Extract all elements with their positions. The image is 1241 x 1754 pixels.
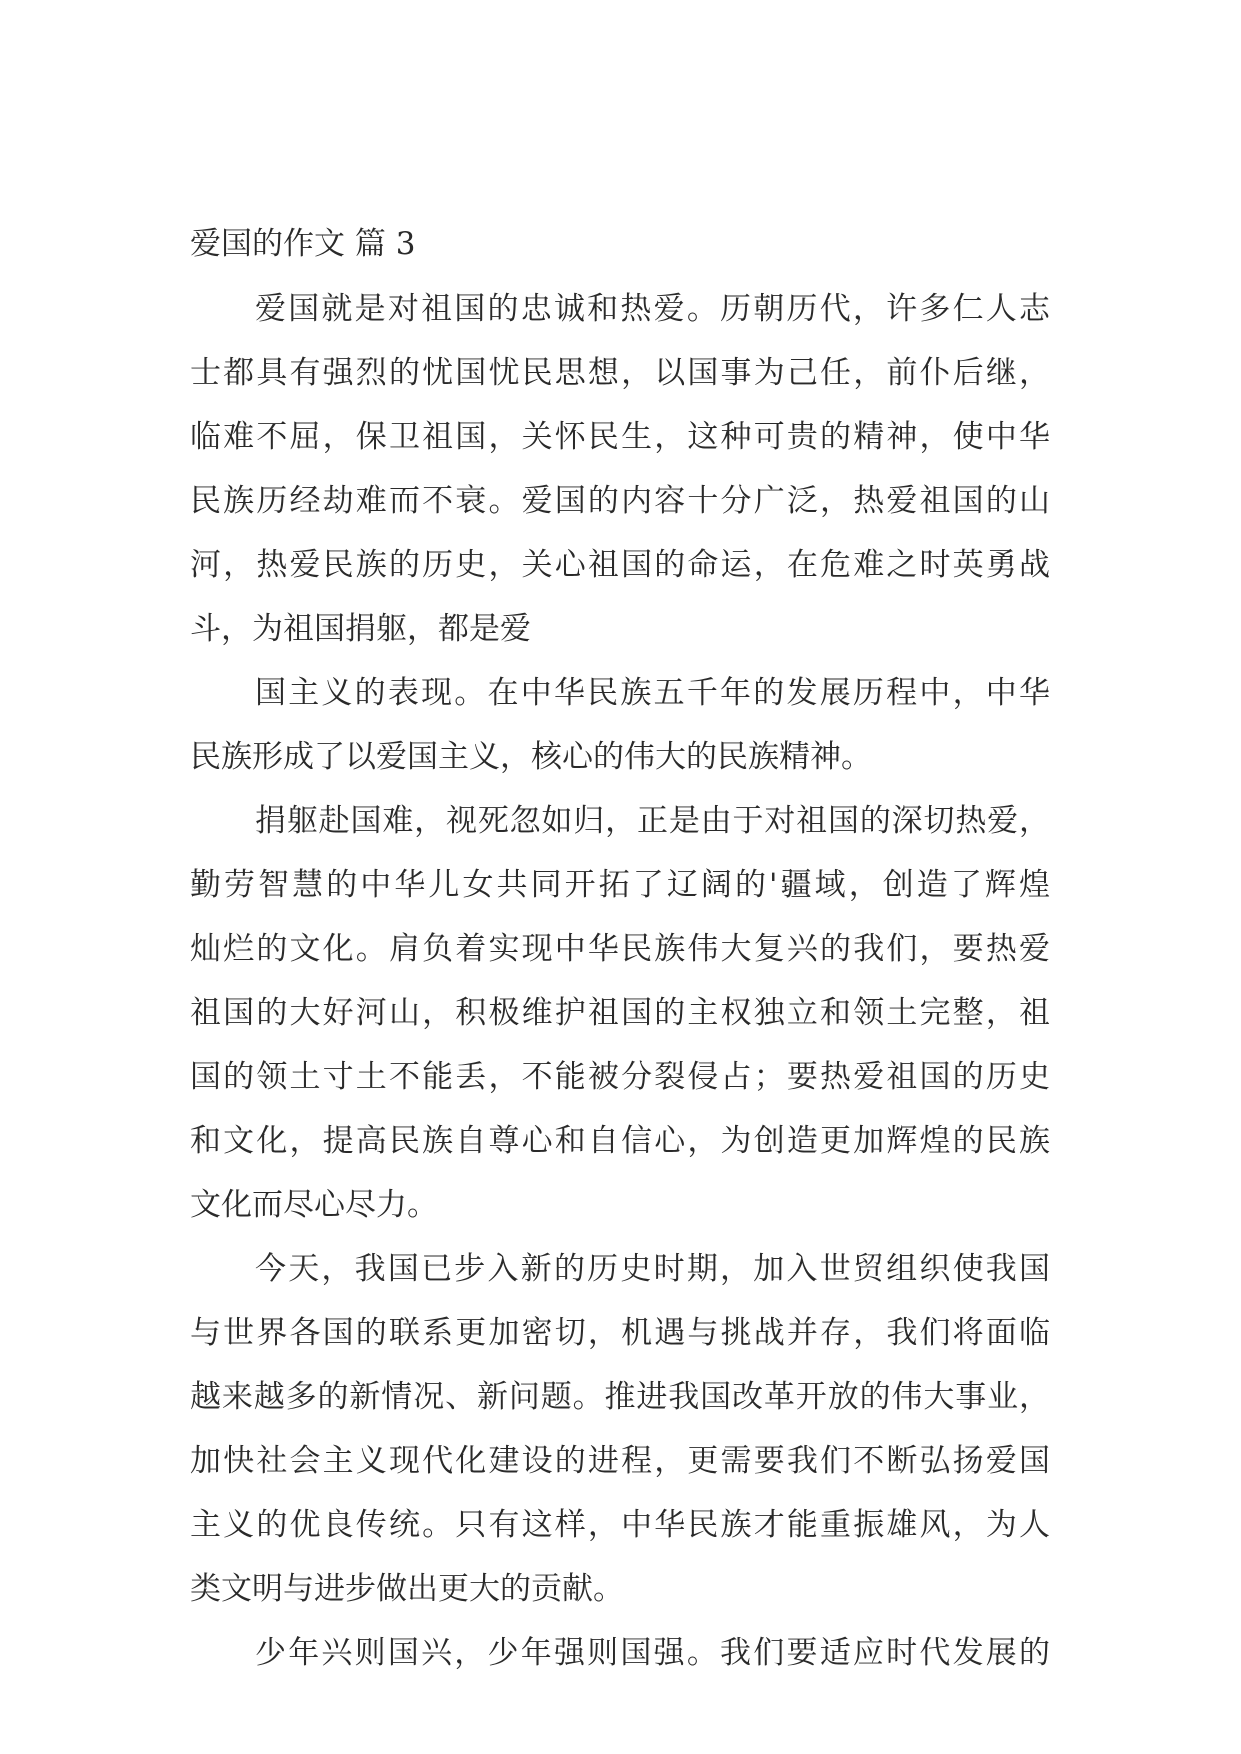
text-line: 今天，我国已步入新的历史时期，加入世贸组织使我国 bbox=[255, 1251, 1050, 1287]
text-line: 民族形成了以爱国主义，核心的伟大的民族精神。 bbox=[190, 739, 872, 775]
text-line: 士都具有强烈的忧国忧民思想，以国事为己任，前仆后继， bbox=[190, 355, 1050, 391]
text-line: 加快社会主义现代化建设的进程，更需要我们不断弘扬爱国 bbox=[190, 1443, 1050, 1479]
text-line: 国主义的表现。在中华民族五千年的发展历程中，中华 bbox=[255, 675, 1050, 711]
text-line: 勤劳智慧的中华儿女共同开拓了辽阔的'疆域，创造了辉煌 bbox=[190, 867, 1050, 903]
text-line: 类文明与进步做出更大的贡献。 bbox=[190, 1571, 624, 1607]
text-line: 主义的优良传统。只有这样，中华民族才能重振雄风，为人 bbox=[190, 1507, 1050, 1543]
text-line: 越来越多的新情况、新问题。推进我国改革开放的伟大事业， bbox=[190, 1379, 1050, 1415]
text-line: 祖国的大好河山，积极维护祖国的主权独立和领土完整，祖 bbox=[190, 995, 1050, 1031]
text-line: 和文化，提高民族自尊心和自信心，为创造更加辉煌的民族 bbox=[190, 1123, 1050, 1159]
text-line: 河，热爱民族的历史，关心祖国的命运，在危难之时英勇战 bbox=[190, 547, 1050, 583]
text-line: 国的领土寸土不能丢，不能被分裂侵占；要热爱祖国的历史 bbox=[190, 1059, 1050, 1095]
text-line: 灿烂的文化。肩负着实现中华民族伟大复兴的我们，要热爱 bbox=[190, 931, 1050, 967]
text-line: 捐躯赴国难，视死忽如归，正是由于对祖国的深切热爱， bbox=[255, 803, 1050, 839]
text-line: 文化而尽心尽力。 bbox=[190, 1187, 438, 1223]
document-title: 爱国的作文 篇 3 bbox=[190, 226, 416, 262]
text-line: 少年兴则国兴，少年强则国强。我们要适应时代发展的 bbox=[255, 1635, 1050, 1671]
text-line: 临难不屈，保卫祖国，关怀民生，这种可贵的精神，使中华 bbox=[190, 419, 1050, 455]
text-line: 爱国就是对祖国的忠诚和热爱。历朝历代，许多仁人志 bbox=[255, 291, 1050, 327]
text-line: 斗，为祖国捐躯，都是爱 bbox=[190, 611, 531, 647]
text-line: 民族历经劫难而不衰。爱国的内容十分广泛，热爱祖国的山 bbox=[190, 483, 1050, 519]
text-line: 与世界各国的联系更加密切，机遇与挑战并存，我们将面临 bbox=[190, 1315, 1050, 1351]
